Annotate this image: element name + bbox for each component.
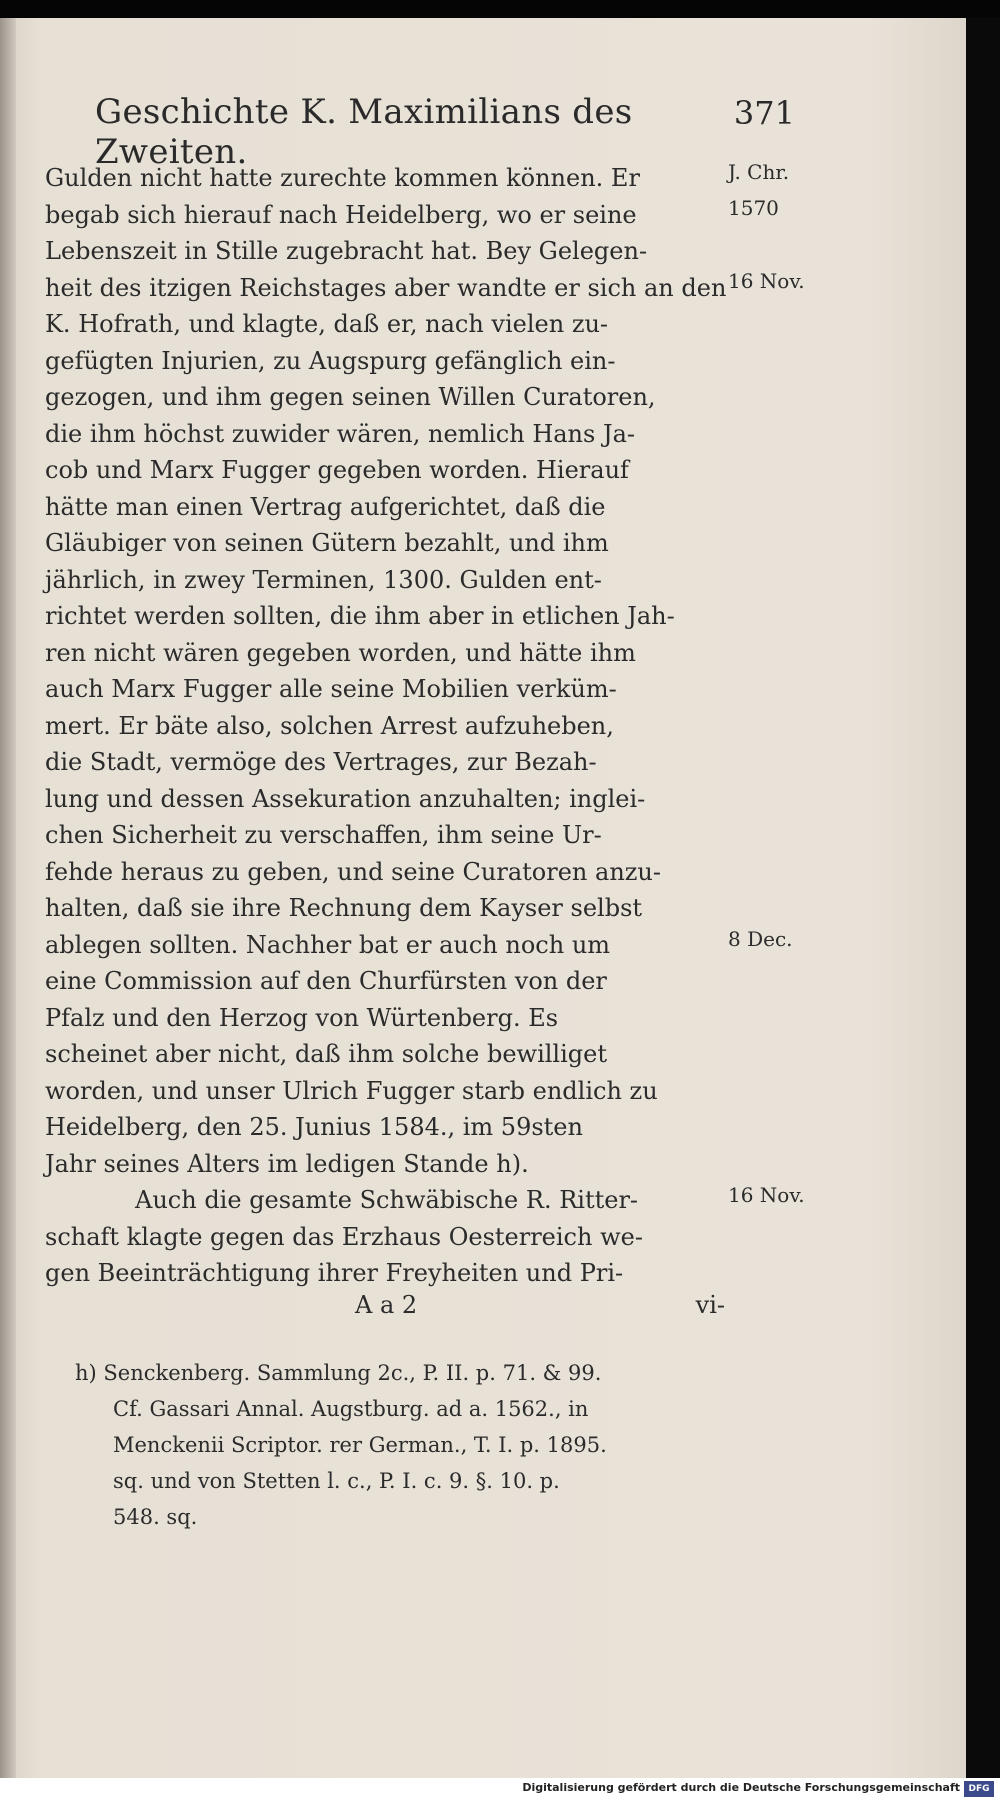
text-line: worden, und unser Ulrich Fugger starb endlich zu: [45, 1076, 658, 1105]
main-text-block: [45, 160, 725, 1292]
text-line: K. Hofrath, und klagte, daß er, nach vielen zu-: [45, 310, 609, 338]
dfg-logo: DFG: [964, 1781, 994, 1797]
signature-line: [355, 1291, 725, 1327]
text-line: Lebenszeit in Stille zugebracht hat. Bey Gelegen-: [45, 237, 648, 265]
text-line: fehde heraus zu geben, und seine Curatoren anzu-: [45, 857, 661, 886]
text-line: chen Sicherheit zu verschaffen, ihm seine Ur-: [45, 821, 602, 849]
text-line: gen Beeinträchtigung ihrer Freyheiten und Pri-: [45, 1259, 624, 1287]
page-number: 371: [733, 94, 795, 132]
digitization-footer: [0, 1778, 1000, 1801]
text-line: die ihm höchst zuwider wären, nemlich Hans Ja-: [45, 419, 635, 448]
funding-notice: Digitalisierung gefördert durch die Deutsche Forschungsgemeinschaft: [522, 1781, 960, 1794]
footnote-line: h) Senckenberg. Sammlung 2c., P. II. p. 71. & 99.: [75, 1361, 602, 1385]
margin-year: 1570: [728, 196, 779, 220]
text-line: halten, daß sie ihre Rechnung dem Kayser selbst: [45, 894, 643, 922]
footnote-line: Menckenii Scriptor. rer German., T. I. p. 1895.: [113, 1433, 607, 1457]
text-line: gezogen, und ihm gegen seinen Willen Curatoren,: [45, 383, 656, 411]
footnote-line: sq. und von Stetten l. c., P. I. c. 9. §. 10. p.: [113, 1469, 560, 1493]
text-line: schaft klagte gegen das Erzhaus Oesterreich we-: [45, 1222, 643, 1251]
footnote-line: Cf. Gassari Annal. Augstburg. ad a. 1562., in: [113, 1397, 589, 1421]
margin-date: 16 Nov.: [728, 1183, 805, 1207]
text-line: jährlich, in zwey Terminen, 1300. Gulden ent-: [45, 565, 602, 594]
text-line: eine Commission auf den Churfürsten von der: [45, 967, 607, 995]
scan-border: [966, 18, 1000, 1778]
text-line: gefügten Injurien, zu Augspurg gefänglich ein-: [45, 346, 616, 375]
text-line: die Stadt, vermöge des Vertrages, zur Bezah-: [45, 748, 597, 776]
text-line: Pfalz und den Herzog von Würtenberg. Es: [45, 1003, 559, 1032]
catchword: vi-: [695, 1291, 725, 1319]
text-line: Jahr seines Alters im ledigen Stande h).: [45, 1149, 529, 1178]
text-line: scheinet aber nicht, daß ihm solche bewilliget: [45, 1040, 607, 1068]
paragraph-start-line: Auch die gesamte Schwäbische R. Ritter-: [135, 1186, 639, 1214]
text-line: Heidelberg, den 25. Junius 1584., im 59sten: [45, 1113, 583, 1141]
margin-year-label: J. Chr.: [728, 160, 790, 184]
text-line: cob und Marx Fugger gegeben worden. Hierauf: [45, 456, 629, 484]
text-line: richtet werden sollten, die ihm aber in etlichen Jah-: [45, 602, 675, 630]
margin-date: 8 Dec.: [728, 927, 793, 951]
footnotes-block: [75, 1355, 735, 1535]
footnote-line: 548. sq.: [113, 1505, 198, 1529]
text-line: begab sich hierauf nach Heidelberg, wo er seine: [45, 200, 637, 229]
text-line: heit des itzigen Reichstages aber wandte er sich an den: [45, 273, 727, 302]
text-line: ren nicht wären gegeben worden, und hätte ihm: [45, 638, 636, 667]
running-title: Geschichte K. Maximilians des Zweiten.: [95, 92, 633, 172]
page-binding-shadow: [0, 18, 16, 1778]
text-line: ablegen sollten. Nachher bat er auch noch um: [45, 930, 611, 959]
margin-date: 16 Nov.: [728, 269, 805, 293]
text-line: Gulden nicht hatte zurechte kommen können. Er: [45, 164, 640, 192]
text-line: mert. Er bäte also, solchen Arrest aufzuheben,: [45, 711, 614, 740]
signature-mark: A a 2: [355, 1291, 418, 1319]
text-line: auch Marx Fugger alle seine Mobilien verküm-: [45, 675, 617, 703]
text-line: lung und dessen Assekuration anzuhalten; inglei-: [45, 784, 646, 813]
text-line: hätte man einen Vertrag aufgerichtet, daß die: [45, 492, 606, 521]
text-line: Gläubiger von seinen Gütern bezahlt, und ihm: [45, 529, 609, 557]
